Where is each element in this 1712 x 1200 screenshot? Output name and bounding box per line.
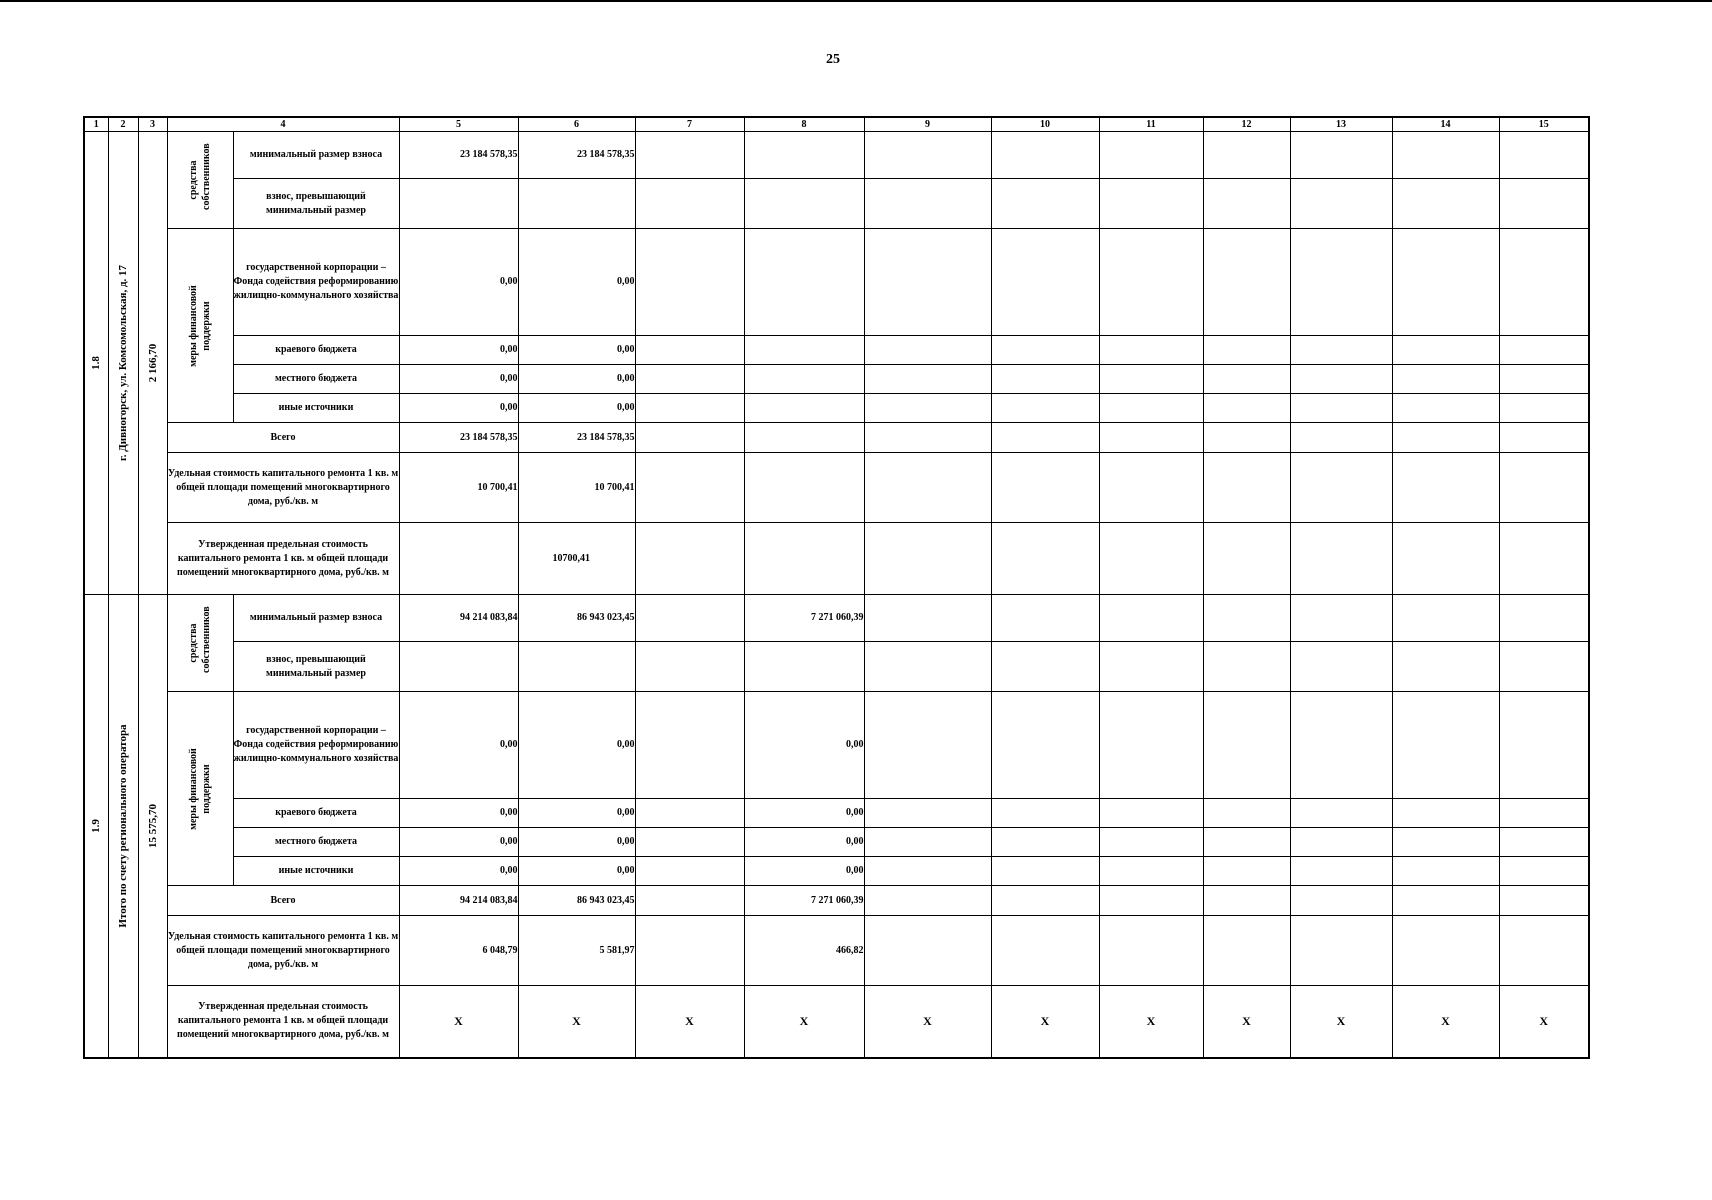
value-col15 (1499, 595, 1589, 642)
header-cell: 8 (744, 117, 864, 132)
value-col6: 0,00 (518, 692, 635, 799)
table-row (84, 365, 1589, 394)
owners-funds-label-text: средства собственников (188, 143, 212, 210)
value-col5: 10 700,41 (399, 453, 518, 523)
x-mark: X (1099, 986, 1203, 1058)
value-col7 (635, 799, 744, 828)
value-col6: 23 184 578,35 (518, 423, 635, 453)
value-col7 (635, 692, 744, 799)
value-col14 (1392, 916, 1499, 986)
value-col15 (1499, 229, 1589, 336)
value-col7 (635, 886, 744, 916)
value-col14 (1392, 857, 1499, 886)
value-col8: 0,00 (744, 692, 864, 799)
value-col11 (1099, 365, 1203, 394)
value-col5: 0,00 (399, 799, 518, 828)
top-border-line (0, 0, 1712, 2)
table-row (84, 857, 1589, 886)
value-col6: 86 943 023,45 (518, 595, 635, 642)
x-mark: X (518, 986, 635, 1058)
value-col15 (1499, 886, 1589, 916)
row-label: краевого бюджета (233, 336, 399, 365)
value-col8: 0,00 (744, 828, 864, 857)
value-col5: 94 214 083,84 (399, 595, 518, 642)
value-col11 (1099, 886, 1203, 916)
row-label: Удельная стоимость капитального ремонта 1 кв. м общей площади помещений многоквартирного дома, руб./кв. м (167, 916, 399, 986)
table-row (84, 692, 1589, 799)
row-label: взнос, превышающий минимальный размер (233, 179, 399, 229)
x-mark: X (1290, 986, 1392, 1058)
value-col7 (635, 229, 744, 336)
value-col11 (1099, 799, 1203, 828)
value-col7 (635, 179, 744, 229)
value-col13 (1290, 523, 1392, 595)
value-col9 (864, 179, 991, 229)
value-col13 (1290, 828, 1392, 857)
value-col13 (1290, 229, 1392, 336)
financial-support-label-text: меры финансовой поддержки (188, 747, 212, 830)
value-col15 (1499, 828, 1589, 857)
header-cell: 14 (1392, 117, 1499, 132)
value-col13 (1290, 857, 1392, 886)
value-col6: 0,00 (518, 799, 635, 828)
row-label: краевого бюджета (233, 799, 399, 828)
value-col9 (864, 828, 991, 857)
value-col6: 10700,41 (518, 523, 635, 595)
value-col10 (991, 229, 1099, 336)
value-col13 (1290, 453, 1392, 523)
x-mark: X (991, 986, 1099, 1058)
value-col5: 23 184 578,35 (399, 132, 518, 179)
value-col9 (864, 642, 991, 692)
value-col12 (1203, 229, 1290, 336)
x-mark: X (399, 986, 518, 1058)
value-col12 (1203, 523, 1290, 595)
value-col5: 0,00 (399, 365, 518, 394)
value-col14 (1392, 394, 1499, 423)
value-col10 (991, 692, 1099, 799)
value-col7 (635, 857, 744, 886)
value-col9 (864, 423, 991, 453)
value-col15 (1499, 642, 1589, 692)
value-col14 (1392, 453, 1499, 523)
table-row (84, 595, 1589, 642)
value-col15 (1499, 857, 1589, 886)
header-cell: 5 (399, 117, 518, 132)
value-col5 (399, 523, 518, 595)
value-col6: 10 700,41 (518, 453, 635, 523)
value-col10 (991, 595, 1099, 642)
header-cell: 15 (1499, 117, 1589, 132)
section-area-text: 2 166,70 (146, 343, 159, 383)
x-mark: X (1499, 986, 1589, 1058)
value-col12 (1203, 423, 1290, 453)
row-label: минимальный размер взноса (233, 132, 399, 179)
capital-repair-table (83, 116, 1590, 1059)
financial-support-label (167, 692, 233, 886)
value-col9 (864, 229, 991, 336)
value-col13 (1290, 179, 1392, 229)
value-col14 (1392, 229, 1499, 336)
value-col12 (1203, 799, 1290, 828)
value-col6: 0,00 (518, 336, 635, 365)
section-address (108, 595, 138, 1058)
value-col13 (1290, 642, 1392, 692)
table-row (84, 179, 1589, 229)
value-col10 (991, 132, 1099, 179)
value-col11 (1099, 453, 1203, 523)
value-col6: 86 943 023,45 (518, 886, 635, 916)
value-col11 (1099, 394, 1203, 423)
table-row (84, 423, 1589, 453)
value-col5: 0,00 (399, 336, 518, 365)
value-col8 (744, 229, 864, 336)
value-col14 (1392, 828, 1499, 857)
header-cell: 10 (991, 117, 1099, 132)
value-col14 (1392, 692, 1499, 799)
value-col9 (864, 394, 991, 423)
value-col12 (1203, 595, 1290, 642)
value-col10 (991, 523, 1099, 595)
x-mark: X (864, 986, 991, 1058)
row-label: иные источники (233, 857, 399, 886)
value-col5 (399, 179, 518, 229)
section-address-text: г. Дивногорск, ул. Комсомольская, д. 17 (116, 264, 129, 462)
header-cell: 13 (1290, 117, 1392, 132)
row-label: взнос, превышающий минимальный размер (233, 642, 399, 692)
table-row (84, 453, 1589, 523)
value-col6 (518, 179, 635, 229)
row-label: Утвержденная предельная стоимость капитального ремонта 1 кв. м общей площади помещений многоквартирного дома, руб./кв. м (167, 986, 399, 1058)
section-area (138, 132, 167, 595)
value-col7 (635, 132, 744, 179)
value-col10 (991, 365, 1099, 394)
section-area-text: 15 575,70 (146, 803, 159, 848)
value-col7 (635, 595, 744, 642)
value-col12 (1203, 828, 1290, 857)
value-col8 (744, 453, 864, 523)
header-cell: 2 (108, 117, 138, 132)
value-col12 (1203, 336, 1290, 365)
value-col7 (635, 423, 744, 453)
value-col11 (1099, 828, 1203, 857)
value-col5: 23 184 578,35 (399, 423, 518, 453)
table-row (84, 828, 1589, 857)
value-col14 (1392, 886, 1499, 916)
value-col9 (864, 365, 991, 394)
value-col11 (1099, 132, 1203, 179)
value-col11 (1099, 916, 1203, 986)
value-col8 (744, 336, 864, 365)
row-label: Утвержденная предельная стоимость капитального ремонта 1 кв. м общей площади помещений многоквартирного дома, руб./кв. м (167, 523, 399, 595)
table-row (84, 229, 1589, 336)
value-col9 (864, 692, 991, 799)
value-col10 (991, 857, 1099, 886)
value-col7 (635, 523, 744, 595)
value-col15 (1499, 179, 1589, 229)
value-col13 (1290, 595, 1392, 642)
value-col12 (1203, 132, 1290, 179)
value-col15 (1499, 423, 1589, 453)
value-col11 (1099, 179, 1203, 229)
value-col10 (991, 179, 1099, 229)
value-col13 (1290, 916, 1392, 986)
value-col12 (1203, 394, 1290, 423)
value-col11 (1099, 692, 1203, 799)
value-col11 (1099, 857, 1203, 886)
value-col10 (991, 828, 1099, 857)
table-row (84, 886, 1589, 916)
value-col11 (1099, 642, 1203, 692)
value-col5: 0,00 (399, 828, 518, 857)
value-col7 (635, 453, 744, 523)
header-cell: 7 (635, 117, 744, 132)
value-col11 (1099, 595, 1203, 642)
value-col6 (518, 642, 635, 692)
value-col14 (1392, 523, 1499, 595)
value-col15 (1499, 692, 1589, 799)
row-label: минимальный размер взноса (233, 595, 399, 642)
value-col10 (991, 799, 1099, 828)
value-col8 (744, 642, 864, 692)
value-col14 (1392, 336, 1499, 365)
table-row (84, 336, 1589, 365)
value-col15 (1499, 132, 1589, 179)
value-col7 (635, 365, 744, 394)
table-row (84, 523, 1589, 595)
value-col9 (864, 886, 991, 916)
value-col15 (1499, 916, 1589, 986)
value-col5 (399, 642, 518, 692)
value-col14 (1392, 799, 1499, 828)
value-col14 (1392, 365, 1499, 394)
value-col12 (1203, 642, 1290, 692)
section-number (84, 132, 108, 595)
value-col9 (864, 336, 991, 365)
header-cell: 1 (84, 117, 108, 132)
value-col12 (1203, 453, 1290, 523)
value-col10 (991, 453, 1099, 523)
value-col14 (1392, 642, 1499, 692)
section-area (138, 595, 167, 1058)
value-col10 (991, 336, 1099, 365)
section-number (84, 595, 108, 1058)
section-address-text: Итого по счету регионального оператора (116, 724, 129, 928)
value-col7 (635, 642, 744, 692)
value-col12 (1203, 857, 1290, 886)
value-col8 (744, 365, 864, 394)
value-col8: 0,00 (744, 799, 864, 828)
value-col6: 5 581,97 (518, 916, 635, 986)
value-col9 (864, 523, 991, 595)
value-col5: 0,00 (399, 394, 518, 423)
value-col11 (1099, 336, 1203, 365)
value-col9 (864, 916, 991, 986)
value-col7 (635, 394, 744, 423)
value-col6: 0,00 (518, 828, 635, 857)
value-col6: 0,00 (518, 229, 635, 336)
value-col9 (864, 595, 991, 642)
value-col14 (1392, 595, 1499, 642)
value-col5: 94 214 083,84 (399, 886, 518, 916)
value-col13 (1290, 799, 1392, 828)
page-number: 25 (826, 52, 840, 67)
x-mark: X (744, 986, 864, 1058)
owners-funds-label (167, 595, 233, 692)
header-cell: 4 (167, 117, 399, 132)
value-col15 (1499, 365, 1589, 394)
row-label: Удельная стоимость капитального ремонта 1 кв. м общей площади помещений многоквартирного дома, руб./кв. м (167, 453, 399, 523)
value-col7 (635, 828, 744, 857)
header-cell: 3 (138, 117, 167, 132)
value-col8 (744, 523, 864, 595)
value-col13 (1290, 423, 1392, 453)
value-col10 (991, 642, 1099, 692)
value-col6: 0,00 (518, 857, 635, 886)
value-col9 (864, 857, 991, 886)
table-row (84, 916, 1589, 986)
table-body (84, 117, 1589, 1058)
value-col13 (1290, 336, 1392, 365)
financial-support-label-text: меры финансовой поддержки (188, 284, 212, 367)
value-col5: 0,00 (399, 692, 518, 799)
value-col12 (1203, 916, 1290, 986)
table-row (84, 642, 1589, 692)
x-mark: X (1203, 986, 1290, 1058)
value-col12 (1203, 692, 1290, 799)
value-col13 (1290, 132, 1392, 179)
value-col10 (991, 423, 1099, 453)
value-col10 (991, 886, 1099, 916)
header-cell: 6 (518, 117, 635, 132)
section-number-text: 1.8 (90, 356, 103, 370)
value-col11 (1099, 229, 1203, 336)
owners-funds-label (167, 132, 233, 229)
value-col10 (991, 916, 1099, 986)
table-row (84, 394, 1589, 423)
value-col14 (1392, 179, 1499, 229)
value-col6: 0,00 (518, 365, 635, 394)
row-label: государственной корпорации – Фонда содействия реформированию жилищно-коммунального хозяйства (233, 229, 399, 336)
table-row (84, 986, 1589, 1058)
section-number-text: 1.9 (90, 818, 103, 833)
value-col12 (1203, 365, 1290, 394)
value-col13 (1290, 692, 1392, 799)
value-col8 (744, 423, 864, 453)
value-col13 (1290, 886, 1392, 916)
row-label: Всего (167, 886, 399, 916)
value-col8 (744, 132, 864, 179)
row-label: местного бюджета (233, 828, 399, 857)
value-col6: 23 184 578,35 (518, 132, 635, 179)
header-cell: 11 (1099, 117, 1203, 132)
financial-support-label (167, 229, 233, 423)
owners-funds-label-text: средства собственников (188, 606, 212, 673)
value-col5: 0,00 (399, 857, 518, 886)
table-row (84, 132, 1589, 179)
value-col15 (1499, 453, 1589, 523)
value-col14 (1392, 423, 1499, 453)
value-col15 (1499, 394, 1589, 423)
value-col9 (864, 799, 991, 828)
value-col12 (1203, 886, 1290, 916)
value-col8 (744, 394, 864, 423)
value-col11 (1099, 423, 1203, 453)
value-col15 (1499, 523, 1589, 595)
value-col10 (991, 394, 1099, 423)
header-row (84, 117, 1589, 132)
value-col13 (1290, 394, 1392, 423)
table-row (84, 799, 1589, 828)
value-col8: 466,82 (744, 916, 864, 986)
x-mark: X (635, 986, 744, 1058)
value-col14 (1392, 132, 1499, 179)
value-col5: 6 048,79 (399, 916, 518, 986)
header-cell: 12 (1203, 117, 1290, 132)
value-col7 (635, 336, 744, 365)
value-col5: 0,00 (399, 229, 518, 336)
value-col9 (864, 453, 991, 523)
value-col8 (744, 179, 864, 229)
value-col15 (1499, 336, 1589, 365)
value-col13 (1290, 365, 1392, 394)
value-col8: 7 271 060,39 (744, 595, 864, 642)
value-col9 (864, 132, 991, 179)
row-label: иные источники (233, 394, 399, 423)
row-label: государственной корпорации – Фонда содействия реформированию жилищно-коммунального хозяйства (233, 692, 399, 799)
value-col8: 0,00 (744, 857, 864, 886)
row-label: Всего (167, 423, 399, 453)
section-address (108, 132, 138, 595)
x-mark: X (1392, 986, 1499, 1058)
value-col7 (635, 916, 744, 986)
header-cell: 9 (864, 117, 991, 132)
row-label: местного бюджета (233, 365, 399, 394)
value-col12 (1203, 179, 1290, 229)
value-col6: 0,00 (518, 394, 635, 423)
value-col15 (1499, 799, 1589, 828)
value-col11 (1099, 523, 1203, 595)
value-col8: 7 271 060,39 (744, 886, 864, 916)
